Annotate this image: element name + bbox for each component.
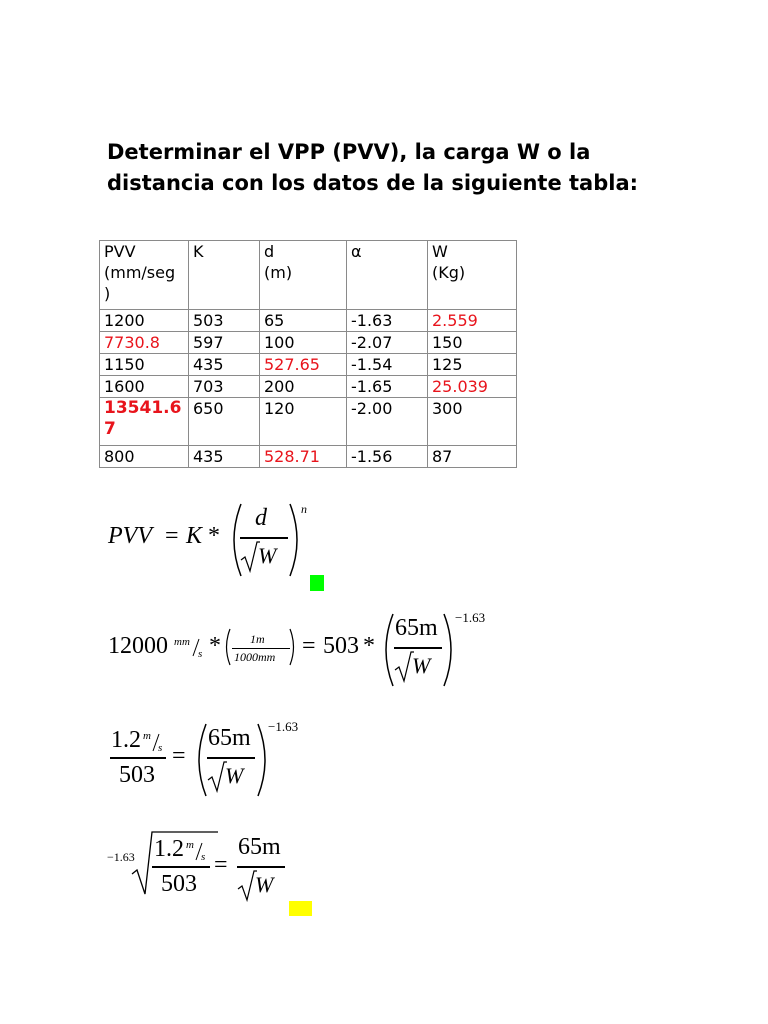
cell: -1.56 bbox=[347, 446, 428, 468]
cell: 435 bbox=[189, 354, 260, 376]
eq3-frac-denominator: W bbox=[225, 763, 244, 788]
table-row bbox=[100, 376, 517, 398]
cell: 125 bbox=[428, 354, 517, 376]
eq4-numerator: 1.2 bbox=[154, 836, 184, 862]
fraction-bar bbox=[232, 648, 290, 649]
eq4-frac-numerator: 65m bbox=[238, 834, 281, 860]
header-k: K bbox=[189, 241, 260, 310]
cell-computed: 527.65 bbox=[260, 354, 347, 376]
eq3-denominator: 503 bbox=[119, 762, 155, 788]
yellow-marker bbox=[289, 901, 312, 916]
sqrt-sign bbox=[240, 540, 260, 574]
eq2-conv-den: 1000mm bbox=[234, 650, 276, 664]
eq3-equals: = bbox=[172, 743, 186, 769]
eq1-denominator: W bbox=[258, 543, 277, 568]
eq2-exponent: −1.63 bbox=[455, 610, 486, 625]
cell: 800 bbox=[100, 446, 189, 468]
cell: 200 bbox=[260, 376, 347, 398]
data-table bbox=[99, 240, 517, 468]
fraction-bar bbox=[207, 757, 255, 759]
eq2-value: 12000 bbox=[108, 633, 168, 659]
eq2-conv-num: 1m bbox=[250, 632, 265, 646]
cell: -2.07 bbox=[347, 332, 428, 354]
cell: 65 bbox=[260, 310, 347, 332]
green-marker bbox=[310, 575, 324, 591]
left-paren bbox=[222, 628, 232, 666]
cell: 597 bbox=[189, 332, 260, 354]
header-pvv: PVV (mm/seg ) bbox=[100, 241, 189, 310]
cell: 1200 bbox=[100, 310, 189, 332]
table-row bbox=[100, 310, 517, 332]
eq3-numerator: 1.2 bbox=[111, 727, 141, 753]
eq1-numerator: d bbox=[255, 505, 267, 531]
cell: 300 bbox=[428, 398, 517, 446]
cell: 1600 bbox=[100, 376, 189, 398]
page-title: Determinar el VPP (PVV), la carga W o la distancia con los datos de la siguiente tabla: bbox=[107, 140, 639, 195]
table-row bbox=[100, 446, 517, 468]
eq2-unit-num: mm bbox=[174, 636, 190, 648]
cell: -2.00 bbox=[347, 398, 428, 446]
eq4-unit-den: s bbox=[201, 851, 206, 863]
cell: 150 bbox=[428, 332, 517, 354]
cell-computed: 7730.8 bbox=[100, 332, 189, 354]
eq1-k: K bbox=[186, 523, 203, 549]
cell-computed: 2.559 bbox=[428, 310, 517, 332]
header-w: W (Kg) bbox=[428, 241, 517, 310]
cell: -1.54 bbox=[347, 354, 428, 376]
cell: 1150 bbox=[100, 354, 189, 376]
cell: 435 bbox=[189, 446, 260, 468]
sqrt-sign bbox=[237, 869, 257, 903]
eq2-star: * bbox=[209, 633, 221, 659]
eq4-unit-num: m bbox=[186, 839, 194, 851]
cell: 703 bbox=[189, 376, 260, 398]
cell: 503 bbox=[189, 310, 260, 332]
fraction-bar bbox=[240, 537, 288, 539]
eq4-equals: = bbox=[214, 852, 228, 878]
cell-computed: 25.039 bbox=[428, 376, 517, 398]
cell: -1.63 bbox=[347, 310, 428, 332]
eq1-exponent: n bbox=[301, 502, 307, 516]
eq2-k: 503 bbox=[323, 633, 359, 659]
fraction-bar bbox=[110, 757, 166, 759]
fraction-bar bbox=[237, 866, 285, 868]
eq2-denominator: W bbox=[412, 653, 431, 678]
eq3-exponent: −1.63 bbox=[268, 719, 299, 734]
cell: 650 bbox=[189, 398, 260, 446]
eq3-unit-num: m bbox=[143, 730, 151, 742]
cell: -1.65 bbox=[347, 376, 428, 398]
cell: 120 bbox=[260, 398, 347, 446]
header-d: d (m) bbox=[260, 241, 347, 310]
sqrt-sign bbox=[394, 650, 414, 684]
eq2-equals: = bbox=[302, 633, 316, 659]
fraction-bar bbox=[152, 866, 210, 868]
cell-computed: 528.71 bbox=[260, 446, 347, 468]
eq3-frac-numerator: 65m bbox=[208, 725, 251, 751]
right-paren bbox=[288, 628, 298, 666]
cell-computed: 13541.67 bbox=[100, 398, 189, 446]
eq4-denominator: 503 bbox=[161, 871, 197, 897]
eq2-unit-den: s bbox=[198, 648, 203, 660]
eq3-unit-den: s bbox=[158, 742, 163, 754]
eq2-star2: * bbox=[363, 633, 375, 659]
eq4-frac-denominator: W bbox=[255, 872, 274, 897]
table-row bbox=[100, 354, 517, 376]
eq2-numerator: 65m bbox=[395, 615, 438, 641]
header-alpha: α bbox=[347, 241, 428, 310]
eq1-lhs: PVV bbox=[108, 523, 152, 549]
eq4-root-index: −1.63 bbox=[107, 850, 135, 864]
table-row bbox=[100, 332, 517, 354]
eq1-equals: = bbox=[165, 523, 179, 549]
table-row bbox=[100, 398, 517, 446]
cell: 87 bbox=[428, 446, 517, 468]
fraction-bar bbox=[394, 647, 442, 649]
table-header-row bbox=[100, 241, 517, 310]
eq1-star: * bbox=[208, 523, 220, 549]
cell: 100 bbox=[260, 332, 347, 354]
sqrt-sign bbox=[207, 760, 227, 794]
